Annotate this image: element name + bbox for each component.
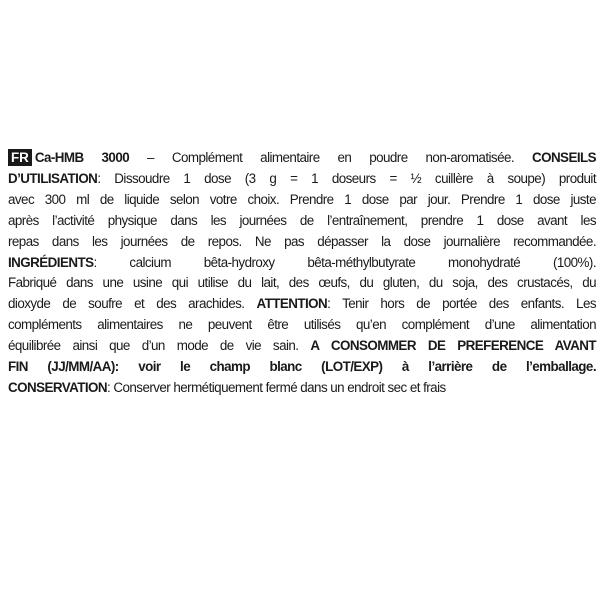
attention-text-2: compléments alimentaires ne peuvent être utilisés qu’en complément d’une alimentation (8, 317, 596, 333)
usage-text-3: après l’activité physique dans les journées de l’entraînement, prendre 1 dose avant les (8, 212, 596, 228)
label-line-8 (8, 294, 596, 315)
label-line-12 (8, 378, 596, 399)
product-description: – Complément alimentaire en poudre non-aromatisée. (129, 150, 532, 165)
label-line-10 (8, 336, 596, 357)
ingredients-text-1: : calcium bêta-hydroxy bêta-méthylbutyrate monohydraté (100%). (93, 254, 596, 270)
ingredients-heading: INGRÉDIENTS (8, 254, 94, 270)
product-label-text (8, 148, 596, 399)
label-line-3 (8, 190, 596, 211)
usage-heading-part-1: CONSEILS (531, 150, 597, 165)
label-line-1 (8, 148, 596, 169)
storage-heading: CONSERVATION (8, 379, 108, 395)
ingredients-text-2: Fabriqué dans une usine qui utilise du lait, des œufs, du gluten, du soja, des crustacés, du (8, 275, 596, 291)
usage-text-1: : Dissoudre 1 dose (3 g = 1 doseurs = ½ cuillère à soupe) produit (97, 170, 596, 186)
best-before-text-1: A CONSOMMER DE PREFERENCE AVANT (310, 338, 596, 354)
label-line-11 (8, 357, 596, 378)
label-line-6 (8, 253, 596, 274)
attention-text-1: : Tenir hors de portée des enfants. Les (327, 296, 596, 312)
usage-heading-part-2: D’UTILISATION (8, 170, 98, 186)
label-line-5 (8, 232, 596, 253)
storage-text: : Conserver hermétiquement fermé dans un endroit sec et frais (107, 379, 446, 395)
label-line-2 (8, 169, 596, 190)
usage-text-4: repas dans les journées de repos. Ne pas dépasser la dose journalière recommandée. (8, 233, 596, 249)
attention-text-3: équilibrée ainsi que d’un mode de vie sain. (8, 338, 311, 354)
usage-text-2: avec 300 ml de liquide selon votre choix. Prendre 1 dose par jour. Prendre 1 dose juste (8, 191, 596, 207)
label-line-4 (8, 211, 596, 232)
product-name: Ca-HMB 3000 (34, 150, 130, 165)
best-before-text-2: FIN (JJ/MM/AA): voir le champ blanc (LOT/EXP) à l’arrière de l’emballage. (8, 359, 596, 375)
ingredients-text-3: dioxyde de soufre et des arachides. (8, 296, 257, 312)
label-line-7 (8, 273, 596, 294)
attention-heading: ATTENTION (256, 296, 328, 312)
language-badge: FR (8, 149, 32, 166)
label-line-9 (8, 315, 596, 336)
